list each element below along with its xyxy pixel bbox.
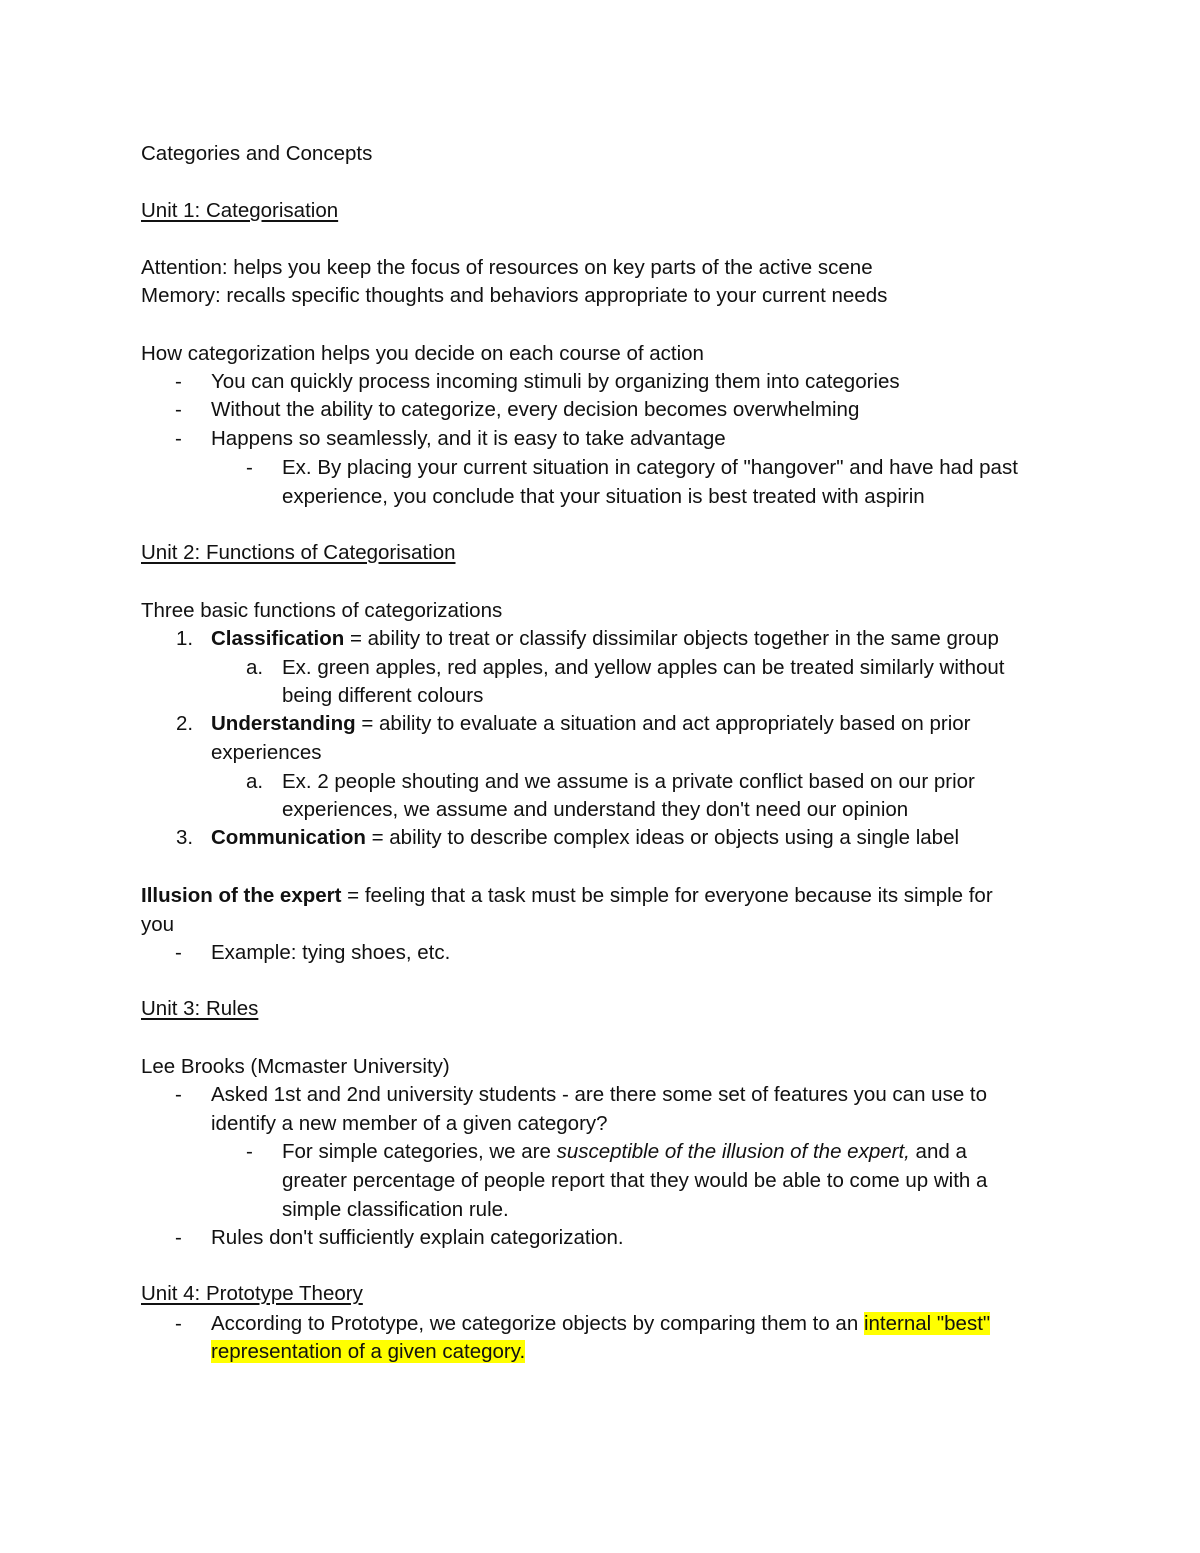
text-run: According to Prototype, we categorize objects by comparing them to an xyxy=(211,1312,864,1335)
sub-list-letter: a. xyxy=(246,656,264,679)
text-run: and a xyxy=(909,1140,967,1163)
sub-list-item-continuation: experience, you conclude that your situation is best treated with aspirin xyxy=(282,485,925,508)
term: Illusion of the expert xyxy=(141,884,342,907)
definition: = ability to describe complex ideas or objects using a single label xyxy=(365,826,960,849)
bullet-marker: - xyxy=(175,1083,182,1106)
unit1-intro: How categorization helps you decide on each course of action xyxy=(141,342,704,365)
list-item: Example: tying shoes, etc. xyxy=(211,941,451,964)
numbered-item xyxy=(211,712,970,736)
bullet-marker: - xyxy=(175,398,182,421)
unit2-intro: Three basic functions of categorizations xyxy=(141,599,503,622)
list-number: 2. xyxy=(176,712,194,735)
sub-list-item-continuation: greater percentage of people report that they would be able to come up with a xyxy=(282,1169,988,1192)
bullet-marker: - xyxy=(175,1312,182,1335)
bullet-marker: - xyxy=(175,370,182,393)
illusion-definition xyxy=(141,884,993,908)
numbered-item-continuation: experiences xyxy=(211,741,322,764)
text-run: For simple categories, we are xyxy=(282,1140,557,1163)
highlighted-text: representation of a given category. xyxy=(211,1340,526,1363)
unit3-source: Lee Brooks (Mcmaster University) xyxy=(141,1055,450,1078)
bullet-marker: - xyxy=(175,1226,182,1249)
unit1-heading: Unit 1: Categorisation xyxy=(141,199,339,222)
numbered-item xyxy=(211,627,999,651)
list-item-continuation xyxy=(211,1340,525,1364)
list-number: 1. xyxy=(176,627,194,650)
attention-definition: Attention: helps you keep the focus of resources on key parts of the active scene xyxy=(141,256,873,279)
illusion-definition-continuation: you xyxy=(141,913,175,936)
unit2-heading: Unit 2: Functions of Categorisation xyxy=(141,541,456,564)
list-item xyxy=(211,1312,990,1336)
unit4-heading: Unit 4: Prototype Theory xyxy=(141,1282,363,1305)
sub-list-item-continuation: being different colours xyxy=(282,684,484,707)
definition: = feeling that a task must be simple for everyone because its simple for xyxy=(341,884,993,907)
list-item: You can quickly process incoming stimuli by organizing them into categories xyxy=(211,370,900,393)
italic-text: susceptible of the illusion of the expert, xyxy=(556,1140,910,1163)
list-item: Happens so seamlessly, and it is easy to take advantage xyxy=(211,427,726,450)
bullet-marker: - xyxy=(175,941,182,964)
definition: = ability to evaluate a situation and act appropriately based on prior xyxy=(355,712,971,735)
highlighted-text: internal "best" xyxy=(863,1312,991,1335)
sub-list-item: Ex. green apples, red apples, and yellow apples can be treated similarly without xyxy=(282,656,1005,679)
list-item: Rules don't sufficiently explain categorization. xyxy=(211,1226,624,1249)
definition: = ability to treat or classify dissimilar objects together in the same group xyxy=(344,627,999,650)
numbered-item xyxy=(211,826,959,850)
memory-definition: Memory: recalls specific thoughts and behaviors appropriate to your current needs xyxy=(141,284,888,307)
list-item-continuation: identify a new member of a given category? xyxy=(211,1112,608,1135)
term: Classification xyxy=(211,627,345,650)
term: Understanding xyxy=(211,712,356,735)
sub-bullet-marker: - xyxy=(246,456,253,479)
list-item: Without the ability to categorize, every decision becomes overwhelming xyxy=(211,398,860,421)
document-title: Categories and Concepts xyxy=(141,142,373,165)
sub-list-item-continuation: experiences, we assume and understand they don't need our opinion xyxy=(282,798,909,821)
sub-bullet-marker: - xyxy=(246,1140,253,1163)
sub-list-letter: a. xyxy=(246,770,264,793)
unit3-heading: Unit 3: Rules xyxy=(141,997,259,1020)
sub-list-item: Ex. 2 people shouting and we assume is a private conflict based on our prior xyxy=(282,770,975,793)
sub-list-item xyxy=(282,1140,967,1164)
list-number: 3. xyxy=(176,826,194,849)
sub-list-item: Ex. By placing your current situation in category of "hangover" and have had past xyxy=(282,456,1018,479)
term: Communication xyxy=(211,826,366,849)
list-item: Asked 1st and 2nd university students - are there some set of features you can use to xyxy=(211,1083,988,1106)
bullet-marker: - xyxy=(175,427,182,450)
sub-list-item-continuation: simple classification rule. xyxy=(282,1198,509,1221)
